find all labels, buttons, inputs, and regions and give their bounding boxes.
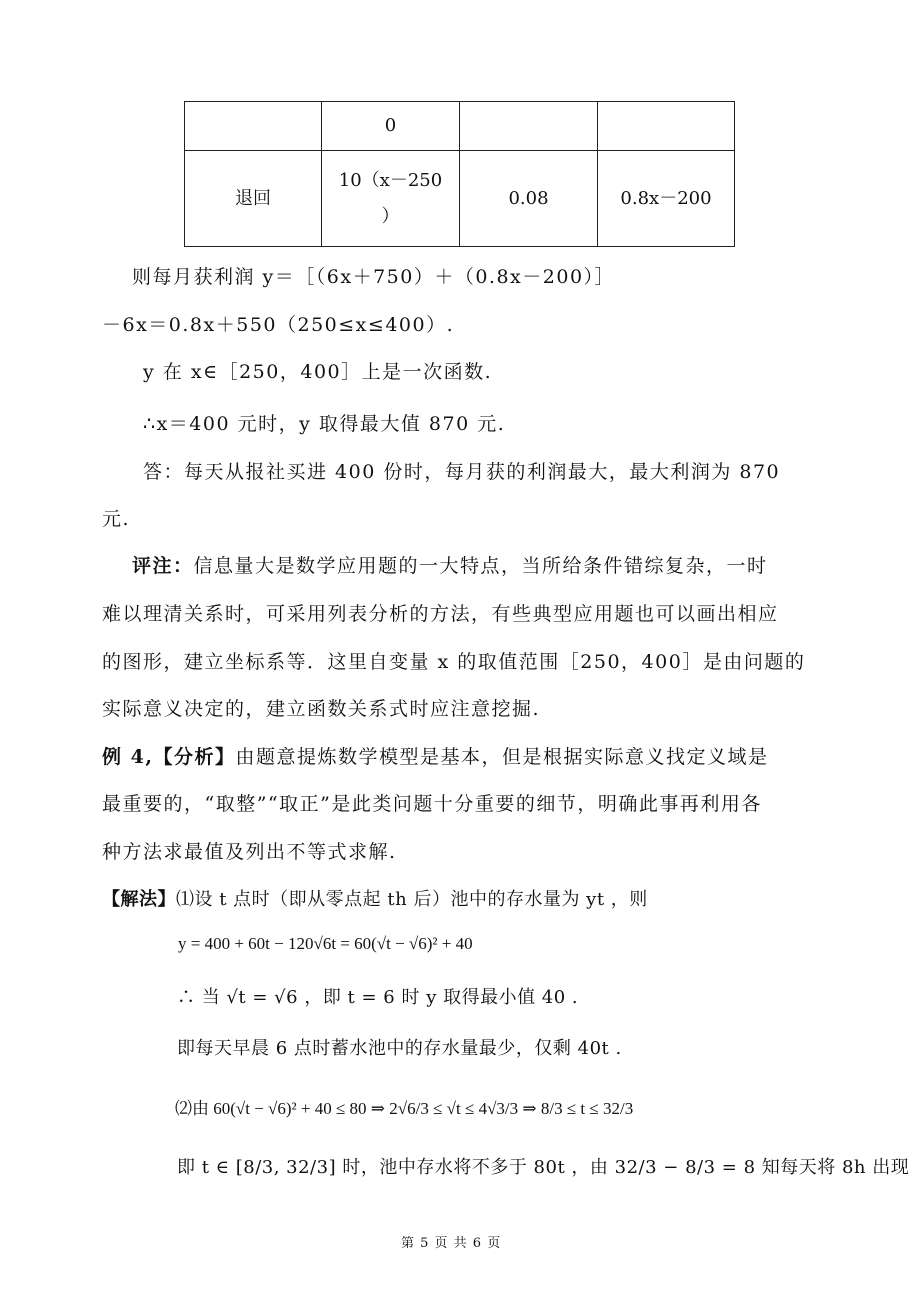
text-line: 即每天早晨 6 点时蓄水池中的存水量最少，仅剩 40t . [177,1038,622,1059]
table-cell: 0.8x－200 [598,151,735,247]
formula: ⑵由 60(√t − √6)² + 40 ≤ 80 ⇒ 2√6/3 ≤ √t ≤ 4√3/3 ⇒ 8/3 ≤ t ≤ 32/3 [175,1099,634,1118]
text-line: 元. [102,508,131,530]
text-line: ∴ 当 √t = √6 ，即 t = 6 时 y 取得最小值 40 . [177,987,579,1008]
solution-line [102,885,648,911]
table-cell [322,151,460,247]
table-cell: 0 [322,102,460,151]
text-line: 答：每天从报社买进 400 份时，每月获的利润最大，最大利润为 870 [143,461,781,483]
table-cell [598,102,735,151]
text-line: ∴x＝400 元时，y 取得最大值 870 元. [143,413,506,435]
text-line: 则每月获利润 y＝［（6x＋750）＋（0.8x－200）］ [132,266,616,288]
page-footer: 第 5 页 共 6 页 [401,1236,502,1251]
formula: y = 400 + 60t − 120√6t = 60(√t − √6)² + 40 [178,934,473,953]
comment-label: 评注： [132,555,194,577]
table-cell-line: 10（x－250 [338,169,443,191]
example-4-text: 由题意提炼数学模型是基本，但是根据实际意义找定义域是 [235,746,769,768]
table-cell-line: ） [381,205,400,227]
data-table [184,101,735,247]
comment-text: 信息量大是数学应用题的一大特点，当所给条件错综复杂，一时 [193,555,768,577]
table-cell [185,102,322,151]
text-line: 实际意义决定的，建立函数关系式时应注意挖掘. [102,698,541,720]
solution-text: ⑴设 t 点时（即从零点起 th 后）池中的存水量为 yt ，则 [176,889,648,910]
table-cell: 退回 [185,151,322,247]
table-cell [460,102,598,151]
table-cell: 0.08 [460,151,598,247]
text-line: 即 t ∈ [8/3, 32/3] 时，池中存水将不多于 80t ，由 32/3 − 8/3 = 8 知每天将 8h 出现 [177,1157,910,1178]
text-line: 种方法求最值及列出不等式求解. [102,841,397,863]
text-line: y 在 x∈［250，400］上是一次函数. [143,361,493,383]
text-line: 难以理清关系时，可采用列表分析的方法，有些典型应用题也可以画出相应 [102,603,779,625]
text-line: －6x＝0.8x＋550（250≤x≤400）. [102,314,455,336]
solution-label: 【解法】 [102,889,176,910]
example-4-label: 例 4,【分析】 [102,746,236,768]
example-4-line [102,742,768,769]
comment-line [132,551,768,578]
text-line: 最重要的，“取整”“取正”是此类问题十分重要的细节，明确此事再利用各 [102,793,762,815]
text-line: 的图形，建立坐标系等．这里自变量 x 的取值范围［250，400］是由问题的 [102,651,806,673]
